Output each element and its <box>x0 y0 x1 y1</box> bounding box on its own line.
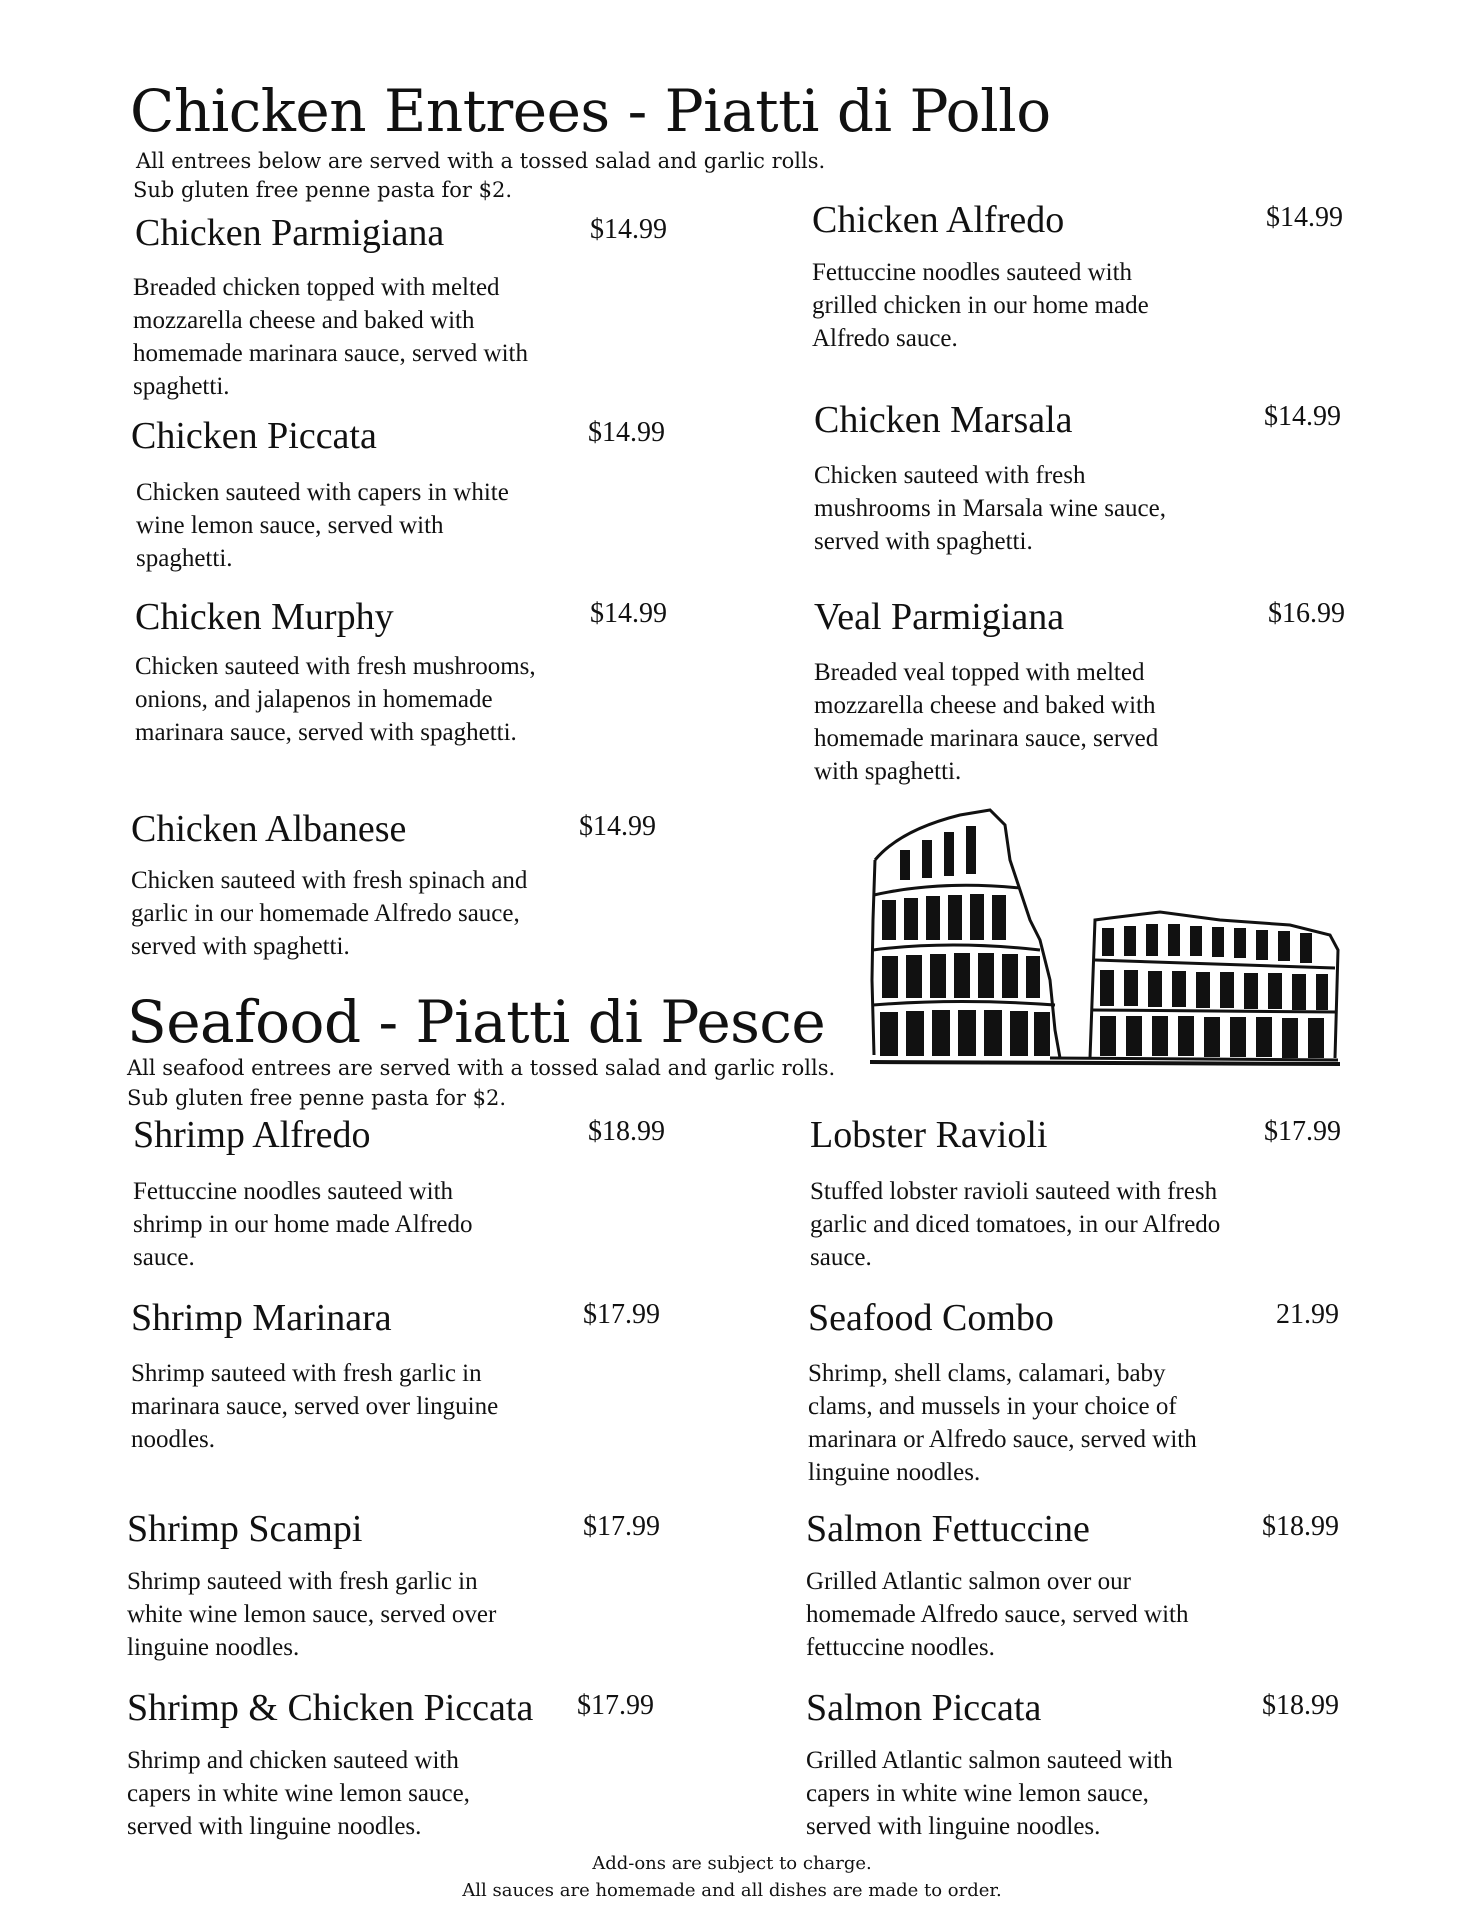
item-name: Shrimp Alfredo <box>133 1114 371 1156</box>
item-price: $17.99 <box>1264 1116 1341 1147</box>
item-name: Chicken Marsala <box>814 399 1073 441</box>
item-description: Fettuccine noodles sauteed with shrimp in our home made Alfredo sauce. <box>133 1178 473 1271</box>
item-name: Chicken Murphy <box>135 596 394 638</box>
item-name: Lobster Ravioli <box>810 1114 1048 1156</box>
item-price: $14.99 <box>1264 401 1341 432</box>
item-description: Stuffed lobster ravioli sauteed with fresh garlic and diced tomatoes, in our Alfredo sauce. <box>810 1178 1221 1271</box>
item-name: Shrimp Scampi <box>127 1508 363 1550</box>
item-description: Chicken sauteed with capers in white wine lemon sauce, served with spaghetti. <box>136 479 509 572</box>
seafood-section-subtitle-2: Sub gluten free penne pasta for $2. <box>127 1086 507 1110</box>
item-name: Veal Parmigiana <box>814 596 1065 638</box>
chicken-section-title: Chicken Entrees - Piatti di Pollo <box>130 77 1051 145</box>
item-description: Breaded veal topped with melted mozzarella cheese and baked with homemade marinara sauce, served with spaghetti. <box>814 659 1159 785</box>
item-price: $14.99 <box>590 214 667 245</box>
item-name: Salmon Piccata <box>806 1687 1042 1729</box>
item-description: Grilled Atlantic salmon over our homemade Alfredo sauce, served with fettuccine noodles. <box>806 1568 1189 1661</box>
item-description: Breaded chicken topped with melted mozzarella cheese and baked with homemade marinara sauce, served with spaghetti. <box>133 274 528 400</box>
seafood-section-title: Seafood - Piatti di Pesce <box>127 988 826 1056</box>
item-name: Shrimp Marinara <box>131 1297 392 1339</box>
item-name: Chicken Alfredo <box>812 199 1065 241</box>
item-price: $14.99 <box>590 598 667 629</box>
item-price: $17.99 <box>583 1511 660 1542</box>
item-price: $17.99 <box>583 1299 660 1330</box>
item-name: Shrimp & Chicken Piccata <box>127 1687 534 1729</box>
item-price: $14.99 <box>588 417 665 448</box>
item-price: $16.99 <box>1268 598 1345 629</box>
item-description: Chicken sauteed with fresh mushrooms in Marsala wine sauce, served with spaghetti. <box>814 462 1167 555</box>
item-description: Shrimp and chicken sauteed with capers in white wine lemon sauce, served with linguine noodles. <box>127 1747 470 1840</box>
footer-note-1: Add-ons are subject to charge. <box>592 1853 872 1874</box>
item-description: Chicken sauteed with fresh mushrooms, onions, and jalapenos in homemade marinara sauce, served with spaghetti. <box>135 653 536 746</box>
item-name: Seafood Combo <box>808 1297 1054 1339</box>
seafood-section-subtitle: All seafood entrees are served with a tossed salad and garlic rolls. <box>127 1056 836 1080</box>
item-price: 21.99 <box>1276 1299 1339 1330</box>
item-price: $17.99 <box>577 1690 654 1721</box>
chicken-section-subtitle-2: Sub gluten free penne pasta for $2. <box>133 178 513 202</box>
item-price: $18.99 <box>1262 1511 1339 1542</box>
item-name: Chicken Piccata <box>131 415 377 457</box>
item-description: Fettuccine noodles sauteed with grilled chicken in our home made Alfredo sauce. <box>812 259 1149 352</box>
footer-note-2: All sauces are homemade and all dishes are made to order. <box>462 1880 1002 1901</box>
chicken-section-subtitle: All entrees below are served with a tossed salad and garlic rolls. <box>136 149 826 173</box>
item-name: Salmon Fettuccine <box>806 1508 1090 1550</box>
item-description: Grilled Atlantic salmon sauteed with capers in white wine lemon sauce, served with linguine noodles. <box>806 1747 1173 1840</box>
item-name: Chicken Albanese <box>131 808 407 850</box>
item-price: $18.99 <box>588 1116 665 1147</box>
item-price: $18.99 <box>1262 1690 1339 1721</box>
item-price: $14.99 <box>579 811 656 842</box>
item-name: Chicken Parmigiana <box>135 212 445 254</box>
item-price: $14.99 <box>1266 202 1343 233</box>
colosseum-icon <box>870 800 1340 1070</box>
item-description: Shrimp sauteed with fresh garlic in white wine lemon sauce, served over linguine noodles. <box>127 1568 497 1661</box>
item-description: Shrimp sauteed with fresh garlic in marinara sauce, served over linguine noodles. <box>131 1360 499 1453</box>
item-description: Chicken sauteed with fresh spinach and garlic in our homemade Alfredo sauce, served with spaghetti. <box>131 867 528 960</box>
item-description: Shrimp, shell clams, calamari, baby clams, and mussels in your choice of marinara or Alfredo sauce, served with linguine noodles. <box>808 1360 1197 1486</box>
